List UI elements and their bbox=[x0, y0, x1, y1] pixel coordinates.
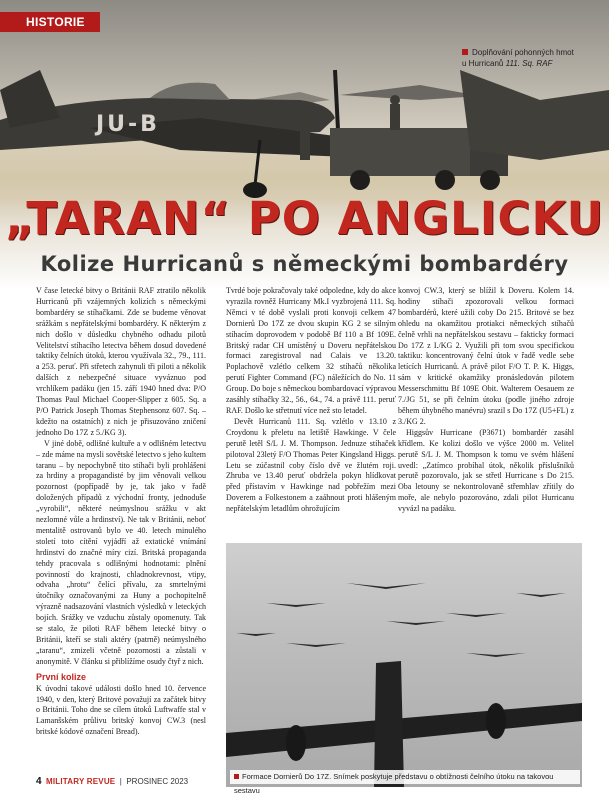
body-column-1 bbox=[36, 286, 206, 738]
paragraph: V čase letecké bitvy o Británii RAF ztratilo několik Hurricanů při vzájemných kolizích s německými bombardéry se stíhačkami. Zde se budeme věnovat srážkám s nepřátelskými bombardéry. K některým z nich došlo v důsledku chybného odhadu pilotů Velitelství stíhacího letectva během dosud dovedené taktiky čelních útoků, kterou využívala 32., 79., 111. a 253. peruť. Při střetech zahynuli tři piloti a několik dalších z nebezpečné situace vyváznuo pod vrchlíkem padáku (jen 15. září 1940 hned dva: P/O Thomas Paul Michael Cooper-Slipper z 605. Sq. a P/O Patrick Joseph Thomas Stephensonz 607. Sq. – kdežto na ostatních) z nich je přisuzováno zničení jednoho Do 17Z z 5./KG 3). bbox=[36, 286, 206, 437]
paragraph: Tvrdé boje pokračovaly také odpoledne, kdy do akce vyrazila rovněž Hurricany Mk.I vyzbrojená 111. Sq. Němci v té době vyslali proti konvoji celkem 47 Dornierů Do 17Z ze dvou skupin KG 2 se silným stíhacím doprovodem v podobě Bf 110 a Bf 109E. Britský radar CH umístěný u Doveru nepřátelskou formaci zaregistroval nad Calais ve 13.20. Poplachově vzlétlo celkem 32 stíhačů několika perutí Fighter Command (FC) náležících do No. 11 Group. Do boje s německou bombardovací výpravou zasáhly stíhačky 32., 56., 64., 74. a právě 111. peruť RAF. Došlo ke střetnutí více než sto letadel. bbox=[226, 286, 396, 415]
issue-date: PROSINEC 2023 bbox=[126, 777, 189, 786]
body-column-2 bbox=[226, 286, 396, 515]
article-title: „TARAN“ PO ANGLICKU bbox=[4, 192, 605, 245]
aircraft-code: JU-B bbox=[96, 112, 160, 137]
page-footer bbox=[36, 776, 188, 788]
caption-bullet bbox=[234, 774, 239, 779]
caption-text: Formace Dornierů Do 17Z. Snímek poskytuje představu o obtížnosti čelního útoku na takovou sestavu bbox=[234, 772, 554, 795]
paragraph: Higgsův Hurricane (P3671) bombardér zasáhl křídlem. Ke kolizi došlo ve výšce 2000 m. Velitel perutě S/L J. M. Thompson k tomu ve svém hlášení uvedl: „Zatímco probíhal útok, několik příslušníků perutě pozorovalo, jak se střetl Hurricane s Do 215. Oba letouny se nekontrolovaně střemhlav zřítily do moře, ale nebylo pozorováno, zdali pilot Hurricanu vyvázl na padáku. bbox=[398, 427, 574, 514]
section-heading: První kolize bbox=[36, 671, 87, 682]
caption-line1: Doplňování pohonných hmot bbox=[472, 48, 574, 57]
top-photo-caption bbox=[462, 47, 602, 69]
hurricane-refuel-illustration bbox=[0, 0, 609, 290]
page-number: 4 bbox=[36, 776, 42, 787]
caption-bullet bbox=[462, 49, 468, 55]
article-subtitle: Kolize Hurricanů s německými bombardéry bbox=[40, 252, 569, 276]
paragraph: K úvodní takové události došlo hned 10. července 1940, v den, který Britové považují za začátek bitvy o Británii. Toho dne se cílem útoků Luftwaffe stal v Lamanšském průlivu britský konvoj CW.3 (nesl britské kódové označení Bread). bbox=[36, 683, 206, 737]
magazine-name: MILITARY REVUE bbox=[46, 777, 116, 786]
hero-photo bbox=[0, 0, 609, 290]
bottom-photo-caption bbox=[230, 770, 580, 795]
paragraph: V jiné době, odlišné kultuře a v odlišném letectvu – zde máme na mysli sovětské letectvo s jeho kultem taranu – by nepochybně tito stíhači byli prohlášeni za hrdiny a propagandisté by jim věnovali velkou pozornost (popřípadě by je, tak jako v řadě doložených případů z východní fronty, jednoduše „vyrobili“, některé neúmyslnou srážku v akt nezlomné vůle a hrdinství). Ne tak v Británii, neboť mentalitě ostrovanů bylo ve 40. letech minulého století toto cítění vyjádří až extatické vnímání hrdinství do značné míry cizí. Britská propaganda tehdy pracovala s odlišnými hodnotami: plnění povinností do krajnosti, chladnokrevnost, vtipy, odvaha „hrotu“ čelící přívalu, za smrtelnými útočníky označovanými za Huny a pochopitelně výrazně nadsazování vlastních výsledků v leteckých bojích. Srážky ve vzduchu zůstaly opomenuty. Tak se stalo, že piloti RAF během letecké bitvy o Británii, kteří se stali aktéry (patrně) neúmyslného „taranu“, zmizeli včetně pozornosti a zůstali v anonymitě. V článku si přiblížíme osudy čtyř z nich. bbox=[36, 438, 206, 666]
caption-unit: 111. Sq. RAF bbox=[505, 59, 553, 68]
footer-separator: | bbox=[119, 777, 122, 786]
paragraph: konvoj CW.3, který se blížil k Doveru. Kolem 14. hodiny stíhači zpozorovali velkou formaci bombardérů, které užili coby Do 215. Britové se bez ohledu na okamžitou protiakci německých stíhačů čelně vrhli na nepřátelskou sestavu – fakticky formaci Do 17Z z I./KG 2. Využili při tom svou specifickou taktiku: koncentrovaný čelní útok v řadě vedle sebe letících Hurricanů. A právě pilot F/O T. P. K. Higgs, sám v kritické okamžiky pronásledován pilotem Messerschmittu Bf 109E Obit. Walterem Oesauem ze 7./JG 51, se při čelním útoku (podle jiného zdroje během úhybného manévru) srazil s Do 17Z (U5+FL) z 3./KG 2. bbox=[398, 286, 574, 426]
paragraph: Devět Hurricanů 111. Sq. vzlétlo v 13.10 z Croydonu k přeletu na letiště Hawkinge. V čele perutě letěl S/L J. M. Thompson. Jednuze stíhaček pilotoval 23letý F/O Thomas Peter Kingsland Higgs. Letu se zúčastnil coby číslo dvě ve žlutém roji. Zhruba ve 13.40 peruť obdržela pokyn hlídkovat před přístavím v Hawkinge nad pobřežím mezi Doverem a Folkestonem a zaáhnout proti hlášeným nepřátelským letadlům ohrožujícím bbox=[226, 416, 396, 514]
section-tag: HISTORIE bbox=[0, 12, 100, 32]
body-column-3 bbox=[398, 286, 574, 515]
caption-line2: u Hurricanů bbox=[462, 59, 504, 68]
bomber-formation-illustration bbox=[226, 543, 582, 787]
bomber-formation-photo bbox=[226, 543, 582, 787]
